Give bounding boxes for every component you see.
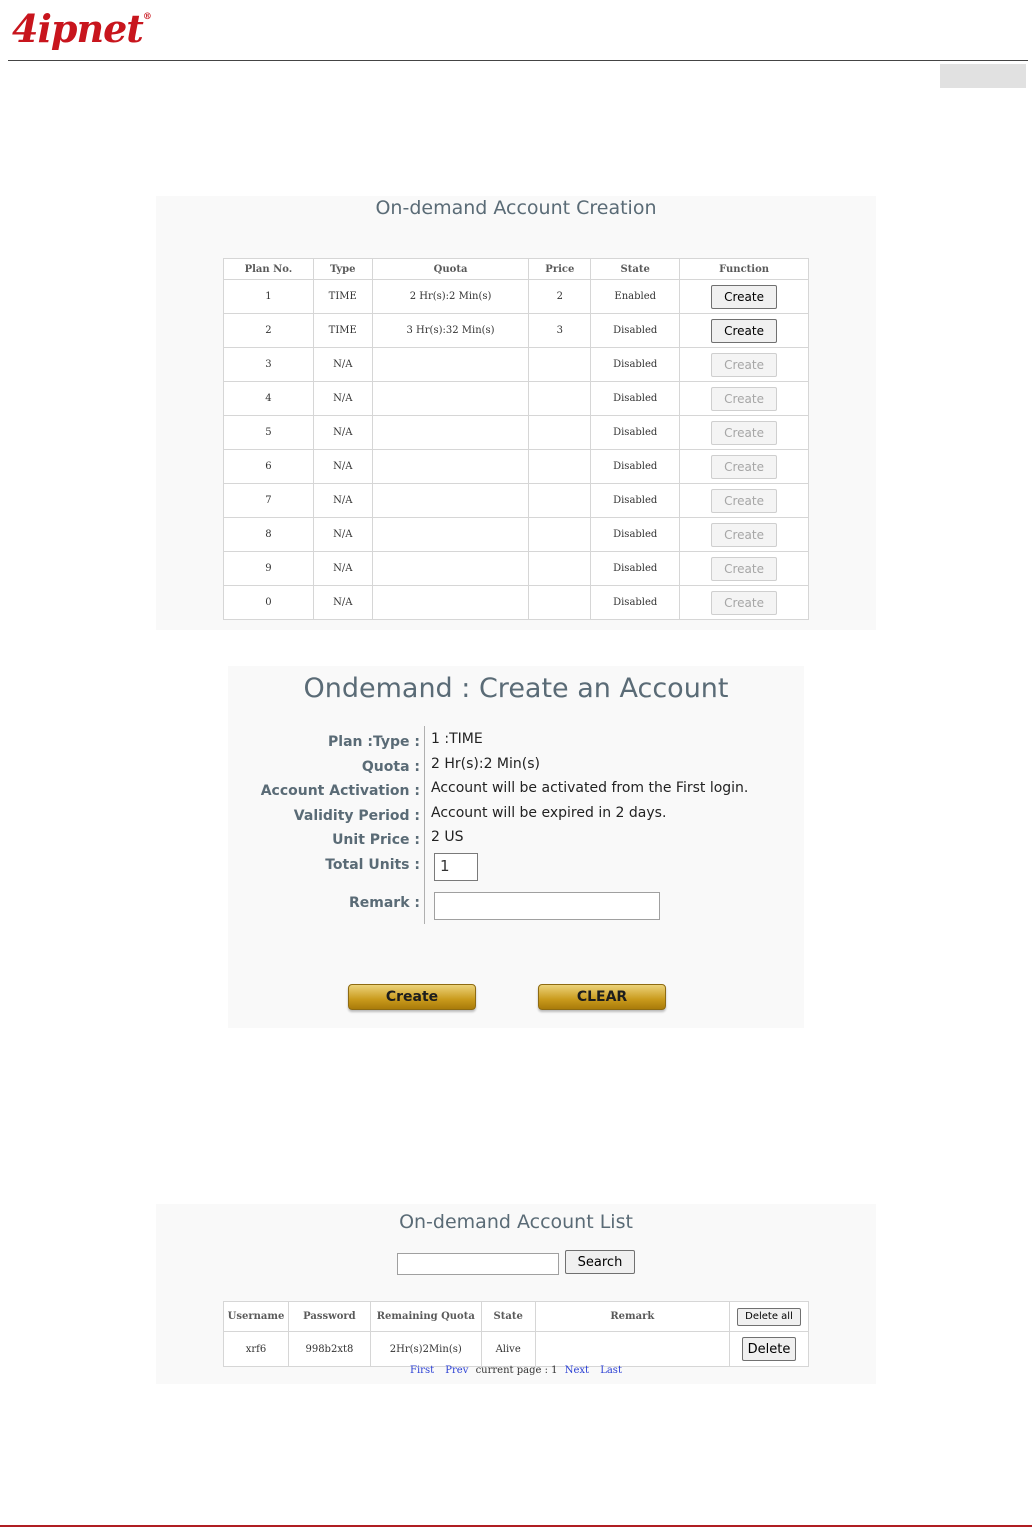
col-function: Function <box>680 259 809 280</box>
plan-number: 7 <box>224 484 314 518</box>
col-remark: Remark <box>535 1302 729 1332</box>
pager-first-link[interactable]: First <box>410 1365 435 1376</box>
plan-state: Disabled <box>591 586 680 620</box>
create-account-panel <box>228 666 804 1028</box>
plan-type: N/A <box>313 484 372 518</box>
search-button[interactable]: Search <box>565 1250 635 1274</box>
col-type: Type <box>313 259 372 280</box>
col-state: State <box>481 1302 535 1332</box>
remaining-quota-cell: 2Hr(s)2Min(s) <box>370 1332 481 1367</box>
create-plan-9-button: Create <box>711 557 777 581</box>
plan-state: Enabled <box>591 280 680 314</box>
plan-price <box>529 348 591 382</box>
create-plan-3-button: Create <box>711 353 777 377</box>
plan-number: 3 <box>224 348 314 382</box>
account-list-panel <box>156 1204 876 1384</box>
remark-input[interactable] <box>434 892 660 920</box>
password-cell: 998b2xt8 <box>288 1332 370 1367</box>
plan-quota <box>372 348 529 382</box>
plan-state: Disabled <box>591 382 680 416</box>
plan-price <box>529 450 591 484</box>
create-plan-5-button: Create <box>711 421 777 445</box>
plan-row <box>224 416 809 450</box>
quota-value: 2 Hr(s):2 Min(s) <box>431 756 540 772</box>
plan-price: 2 <box>529 280 591 314</box>
plan-type: N/A <box>313 416 372 450</box>
page-corner-tab <box>940 64 1026 88</box>
plan-type: N/A <box>313 382 372 416</box>
state-cell: Alive <box>481 1332 535 1367</box>
plan-state: Disabled <box>591 348 680 382</box>
validity-label: Validity Period : <box>293 808 420 824</box>
footer-divider <box>0 1525 1032 1527</box>
plan-row <box>224 314 809 348</box>
plan-state: Disabled <box>591 416 680 450</box>
plan-price <box>529 382 591 416</box>
create-plan-7-button: Create <box>711 489 777 513</box>
creation-title: On-demand Account Creation <box>375 197 657 219</box>
col-quota: Quota <box>372 259 529 280</box>
create-account-title: Ondemand : Create an Account <box>303 673 729 704</box>
quota-label: Quota : <box>361 759 420 775</box>
pager-prev-link[interactable]: Prev <box>445 1365 469 1376</box>
plan-quota <box>372 586 529 620</box>
plan-row <box>224 280 809 314</box>
plan-type: N/A <box>313 450 372 484</box>
col-state: State <box>591 259 680 280</box>
plan-quota <box>372 552 529 586</box>
plan-price <box>529 586 591 620</box>
create-plan-0-button: Create <box>711 591 777 615</box>
brand-logo: 4ipnet® <box>12 6 151 51</box>
plan-type: N/A <box>313 552 372 586</box>
plan-price <box>529 484 591 518</box>
plan-type-label: Plan :Type : <box>328 734 420 750</box>
create-plan-8-button: Create <box>711 523 777 547</box>
plan-quota <box>372 484 529 518</box>
plan-quota: 2 Hr(s):2 Min(s) <box>372 280 529 314</box>
form-divider <box>424 726 425 924</box>
plan-number: 2 <box>224 314 314 348</box>
search-input[interactable] <box>397 1253 559 1275</box>
accounts-header-row <box>224 1302 809 1332</box>
create-plan-2-button[interactable]: Create <box>711 319 777 343</box>
col-remaining-quota: Remaining Quota <box>370 1302 481 1332</box>
plan-number: 9 <box>224 552 314 586</box>
plan-price: 3 <box>529 314 591 348</box>
plan-number: 4 <box>224 382 314 416</box>
plan-state: Disabled <box>591 484 680 518</box>
plan-type: TIME <box>313 314 372 348</box>
header-divider <box>8 60 1028 61</box>
create-plan-4-button: Create <box>711 387 777 411</box>
username-cell: xrf6 <box>224 1332 289 1367</box>
pager-current-page: current page : 1 <box>475 1365 558 1376</box>
unit-price-label: Unit Price : <box>332 832 420 848</box>
create-account-button[interactable]: Create <box>348 984 476 1010</box>
plan-price <box>529 518 591 552</box>
plan-quota <box>372 518 529 552</box>
plan-row <box>224 348 809 382</box>
plan-row <box>224 450 809 484</box>
delete-button[interactable]: Delete <box>742 1337 796 1361</box>
pagination <box>156 1365 876 1376</box>
plan-row <box>224 518 809 552</box>
plan-row <box>224 586 809 620</box>
plan-quota <box>372 382 529 416</box>
plan-state: Disabled <box>591 518 680 552</box>
create-plan-6-button: Create <box>711 455 777 479</box>
plan-type: N/A <box>313 348 372 382</box>
total-units-input[interactable]: 1 <box>434 853 478 881</box>
plan-row <box>224 382 809 416</box>
plan-number: 6 <box>224 450 314 484</box>
col-plan-no: Plan No. <box>224 259 314 280</box>
plan-type-value: 1 :TIME <box>431 731 483 747</box>
plan-number: 5 <box>224 416 314 450</box>
account-list-title: On-demand Account List <box>399 1211 633 1233</box>
create-plan-1-button[interactable]: Create <box>711 285 777 309</box>
plan-type: N/A <box>313 586 372 620</box>
plan-number: 1 <box>224 280 314 314</box>
account-creation-panel <box>156 196 876 630</box>
plan-price <box>529 552 591 586</box>
plan-state: Disabled <box>591 450 680 484</box>
activation-value: Account will be activated from the First login. <box>431 780 749 796</box>
total-units-label: Total Units : <box>325 857 420 873</box>
clear-button[interactable]: CLEAR <box>538 984 666 1010</box>
plan-row <box>224 484 809 518</box>
plan-row <box>224 552 809 586</box>
accounts-table <box>223 1301 809 1367</box>
plan-state: Disabled <box>591 314 680 348</box>
unit-price-value: 2 US <box>431 829 464 845</box>
remark-cell <box>535 1332 729 1367</box>
plan-quota <box>372 416 529 450</box>
remark-label: Remark : <box>349 895 420 911</box>
plan-state: Disabled <box>591 552 680 586</box>
plan-type: N/A <box>313 518 372 552</box>
plan-quota: 3 Hr(s):32 Min(s) <box>372 314 529 348</box>
validity-value: Account will be expired in 2 days. <box>431 805 667 821</box>
col-username: Username <box>224 1302 289 1332</box>
delete-all-button[interactable]: Delete all <box>737 1308 801 1326</box>
col-password: Password <box>288 1302 370 1332</box>
table-row <box>224 1332 809 1367</box>
activation-label: Account Activation : <box>260 783 420 799</box>
plan-quota <box>372 450 529 484</box>
plan-number: 0 <box>224 586 314 620</box>
col-price: Price <box>529 259 591 280</box>
plans-header-row <box>224 259 809 280</box>
plans-table <box>223 258 809 620</box>
plan-number: 8 <box>224 518 314 552</box>
plan-type: TIME <box>313 280 372 314</box>
pager-next-link[interactable]: Next <box>564 1365 590 1376</box>
pager-last-link[interactable]: Last <box>600 1365 622 1376</box>
plan-price <box>529 416 591 450</box>
